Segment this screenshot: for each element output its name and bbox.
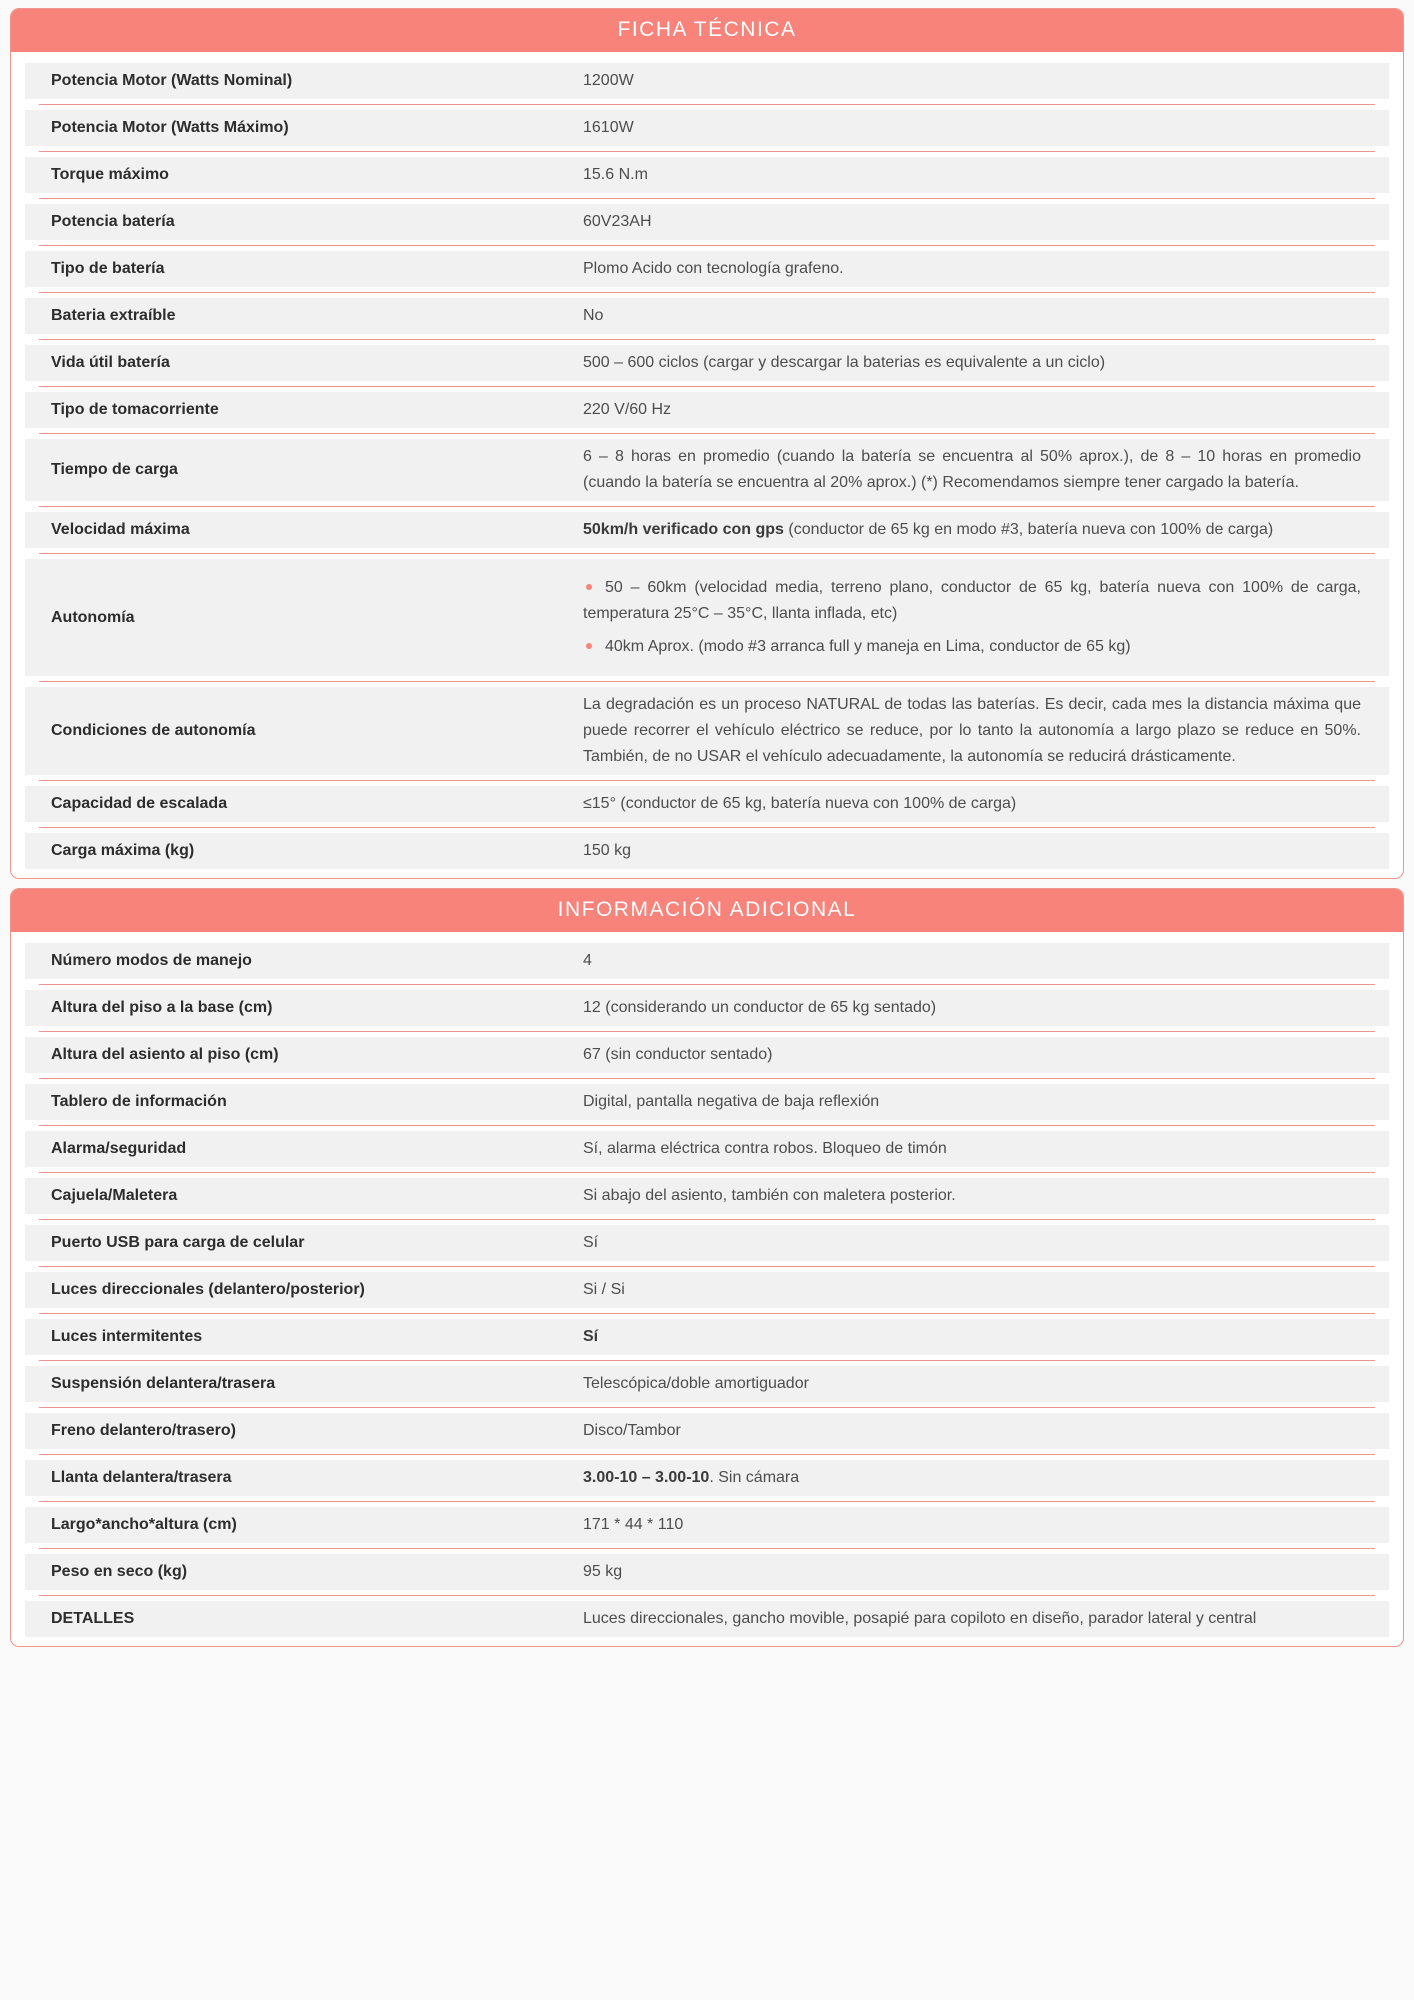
bullet-icon: [586, 643, 592, 649]
row-value: [583, 1418, 1389, 1444]
row-label: Potencia Motor (Watts Nominal): [51, 72, 293, 89]
row-value-text: Luces direccionales, gancho movible, posapié para copiloto en diseño, parador lateral y central: [583, 1610, 1257, 1627]
row-value-text: (conductor de 65 kg en modo #3, batería nueva con 100% de carga): [783, 521, 1274, 538]
row-value-bold: 50km/h verificado con gps: [583, 521, 784, 538]
row-value-text: Sí, alarma eléctrica contra robos. Bloqueo de timón: [583, 1140, 947, 1157]
row-value: [583, 397, 1389, 423]
row-separator: [39, 240, 1375, 251]
row-value-text: Telescópica/doble amortiguador: [583, 1375, 809, 1392]
row-value: [583, 1042, 1389, 1068]
row-separator: [39, 193, 1375, 204]
row-label: Potencia batería: [51, 213, 175, 230]
row-value-text: 171 * 44 * 110: [583, 1516, 684, 1533]
row-label: DETALLES: [51, 1610, 135, 1627]
row-value-text: Sí: [583, 1234, 599, 1251]
row-label: Altura del piso a la base (cm): [51, 999, 273, 1016]
spec-row: [25, 439, 1389, 501]
row-value-text: Si / Si: [583, 1281, 625, 1298]
row-separator: [39, 1167, 1375, 1178]
row-value: [583, 1512, 1389, 1538]
row-value: [583, 115, 1389, 141]
row-label: Velocidad máxima: [51, 521, 190, 538]
row-value: [583, 1371, 1389, 1397]
row-value-text: 500 – 600 ciclos (cargar y descargar la baterias es equivalente a un ciclo): [583, 354, 1106, 371]
row-value: [583, 1277, 1389, 1303]
row-value-text: 15.6 N.m: [583, 166, 648, 183]
row-value: [583, 256, 1389, 282]
spec-row: [25, 1037, 1389, 1073]
row-value-text: 150 kg: [583, 842, 632, 859]
row-label: Potencia Motor (Watts Máximo): [51, 119, 289, 136]
row-separator: [39, 1120, 1375, 1131]
row-separator: [39, 287, 1375, 298]
spec-row: [25, 833, 1389, 869]
row-value-text: 12 (considerando un conductor de 65 kg sentado): [583, 999, 937, 1016]
row-separator: [39, 146, 1375, 157]
row-label: Condiciones de autonomía: [51, 722, 256, 739]
row-value-text: 67 (sin conductor sentado): [583, 1046, 773, 1063]
row-label: Número modos de manejo: [51, 952, 252, 969]
row-label: Llanta delantera/trasera: [51, 1469, 232, 1486]
row-value-bold: Sí: [583, 1328, 599, 1345]
row-separator: [39, 1026, 1375, 1037]
row-value: [583, 68, 1389, 94]
row-label: Largo*ancho*altura (cm): [51, 1516, 237, 1533]
spec-row: [25, 204, 1389, 240]
row-value-bold: 3.00-10 – 3.00-10: [583, 1469, 710, 1486]
row-value-text: No: [583, 307, 604, 324]
spec-row: [25, 392, 1389, 428]
card-title: FICHA TÉCNICA: [617, 18, 797, 41]
spec-row: [25, 1366, 1389, 1402]
spec-row: [25, 786, 1389, 822]
bullet-text: 40km Aprox. (modo #3 arranca full y maneja en Lima, conductor de 65 kg): [605, 638, 1131, 655]
row-separator: [39, 1261, 1375, 1272]
row-label: Vida útil batería: [51, 354, 170, 371]
spec-row: [25, 687, 1389, 775]
row-value-text: 95 kg: [583, 1563, 623, 1580]
card-header: [11, 889, 1403, 932]
bullet-text: 50 – 60km (velocidad media, terreno plano, conductor de 65 kg, batería nueva con 100% de carga, temperatura 25°C – 35°C, llanta inflada, etc): [583, 579, 1361, 622]
row-label: Autonomía: [51, 608, 135, 626]
row-label: Carga máxima (kg): [51, 842, 195, 859]
row-value-text: Si abajo del asiento, también con maletera posterior.: [583, 1187, 956, 1204]
spec-row: [25, 1413, 1389, 1449]
row-value: [583, 1089, 1389, 1115]
spec-row: [25, 1319, 1389, 1355]
row-value-text: 1610W: [583, 119, 634, 136]
spec-row: [25, 943, 1389, 979]
row-separator: [39, 1402, 1375, 1413]
row-separator: [39, 822, 1375, 833]
row-label: Capacidad de escalada: [51, 795, 228, 812]
spec-row: [25, 63, 1389, 99]
spec-card-ficha-tecnica: [10, 8, 1404, 879]
row-value-text: 60V23AH: [583, 213, 652, 230]
row-value: [583, 1230, 1389, 1256]
spec-row: [25, 1460, 1389, 1496]
row-separator: [39, 1449, 1375, 1460]
row-value-text: 6 – 8 horas en promedio (cuando la batería se encuentra al 50% aprox.), de 8 – 10 horas en promedio (cuando la batería se encuentra al 20% aprox.) (*) Recomendamos siempre tener cargado la batería.: [583, 448, 1361, 491]
row-separator: [39, 381, 1375, 392]
row-value: [583, 444, 1389, 496]
row-value: [583, 692, 1389, 770]
row-value: [583, 1559, 1389, 1585]
spec-row: [25, 1272, 1389, 1308]
row-value: [583, 838, 1389, 864]
spec-row: [25, 1084, 1389, 1120]
spec-row: [25, 1131, 1389, 1167]
row-label: Alarma/seguridad: [51, 1140, 187, 1157]
row-label: Bateria extraíble: [51, 307, 176, 324]
row-value: [583, 1465, 1389, 1491]
row-value: [583, 209, 1389, 235]
row-separator: [39, 428, 1375, 439]
spec-row: [25, 298, 1389, 334]
spec-row: [25, 1225, 1389, 1261]
row-label: Cajuela/Maletera: [51, 1187, 178, 1204]
row-separator: [39, 1214, 1375, 1225]
row-separator: [39, 979, 1375, 990]
row-value-text: La degradación es un proceso NATURAL de todas las baterías. Es decir, cada mes la distancia máxima que puede recorrer el vehículo eléctrico se reduce, por lo tanto la autonomía a largo plazo se reduce en 50%. También, de no USAR el vehículo adecuadamente, la autonomía se reducirá drásticamente.: [583, 696, 1361, 765]
row-separator: [39, 676, 1375, 687]
row-separator: [39, 501, 1375, 512]
row-value: [583, 948, 1389, 974]
row-label: Tipo de batería: [51, 260, 165, 277]
row-label: Puerto USB para carga de celular: [51, 1234, 305, 1251]
row-value-text: 220 V/60 Hz: [583, 401, 672, 418]
spec-row: [25, 512, 1389, 548]
spec-row: [25, 1178, 1389, 1214]
bullet-item: [583, 575, 1361, 627]
row-label: Freno delantero/trasero): [51, 1422, 236, 1439]
row-label: Torque máximo: [51, 166, 169, 183]
row-label: Luces intermitentes: [51, 1328, 203, 1345]
row-separator: [39, 334, 1375, 345]
spec-row: [25, 157, 1389, 193]
bullet-icon: [586, 584, 592, 590]
row-separator: [39, 775, 1375, 786]
row-value: [583, 1136, 1389, 1162]
table-body: [11, 52, 1403, 878]
row-value-text: Plomo Acido con tecnología grafeno.: [583, 260, 844, 277]
spec-row: [25, 1554, 1389, 1590]
row-label: Tipo de tomacorriente: [51, 401, 219, 418]
row-separator: [39, 548, 1375, 559]
row-value: [583, 995, 1389, 1021]
row-value-text: . Sin cámara: [709, 1469, 800, 1486]
row-value-text: ≤15° (conductor de 65 kg, batería nueva con 100% de carga): [583, 795, 1017, 812]
row-value-text: Disco/Tambor: [583, 1422, 681, 1439]
row-value: [583, 517, 1389, 543]
row-value: [583, 1606, 1389, 1632]
row-label: Luces direccionales (delantero/posterior): [51, 1281, 365, 1298]
row-separator: [39, 99, 1375, 110]
spec-row: [25, 1601, 1389, 1637]
bullet-item: [583, 634, 1361, 660]
card-title: INFORMACIÓN ADICIONAL: [557, 898, 857, 921]
row-value: [583, 791, 1389, 817]
row-separator: [39, 1496, 1375, 1507]
row-separator: [39, 1543, 1375, 1554]
spec-row: [25, 1507, 1389, 1543]
spec-card-informacion-adicional: [10, 888, 1404, 1647]
row-value: [583, 350, 1389, 376]
row-separator: [39, 1308, 1375, 1319]
spec-row: [25, 110, 1389, 146]
row-label: Altura del asiento al piso (cm): [51, 1046, 279, 1063]
row-value: [583, 303, 1389, 329]
spec-row: [25, 990, 1389, 1026]
row-separator: [39, 1073, 1375, 1084]
row-value: [583, 564, 1389, 671]
row-label: Peso en seco (kg): [51, 1563, 188, 1580]
row-value: [583, 1183, 1389, 1209]
card-header: [11, 9, 1403, 52]
row-value-text: 1200W: [583, 72, 634, 89]
row-separator: [39, 1590, 1375, 1601]
spec-row: [25, 251, 1389, 287]
row-separator: [39, 1355, 1375, 1366]
row-value: [583, 1324, 1389, 1350]
row-label: Tablero de información: [51, 1093, 227, 1110]
row-value-text: 4: [583, 952, 592, 969]
spec-row: [25, 345, 1389, 381]
row-value: [583, 162, 1389, 188]
row-label: Suspensión delantera/trasera: [51, 1375, 276, 1392]
spec-row: [25, 559, 1389, 676]
table-body: [11, 932, 1403, 1646]
row-label: Tiempo de carga: [51, 461, 178, 478]
row-value-text: Digital, pantalla negativa de baja reflexión: [583, 1093, 880, 1110]
